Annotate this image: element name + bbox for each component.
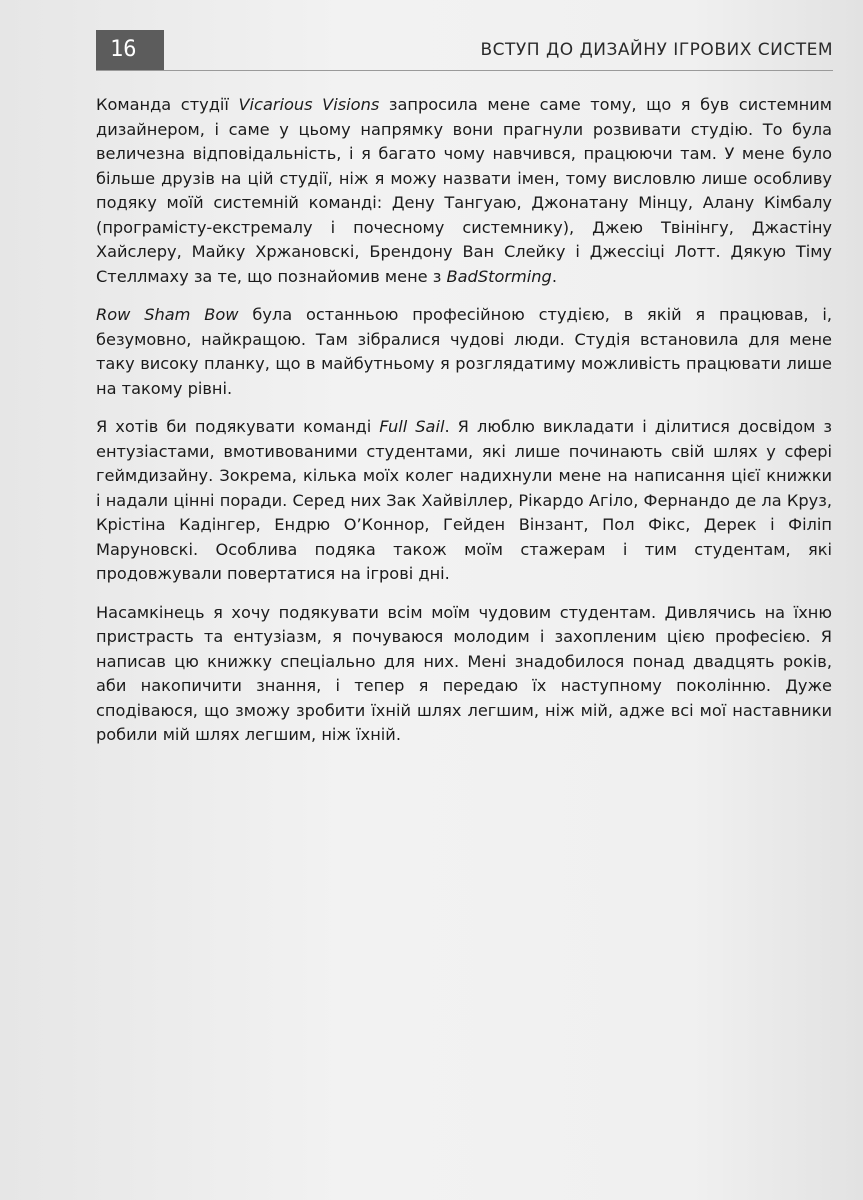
italic-title: Full Sail bbox=[379, 417, 445, 436]
text-run: Я хотів би подякувати команді bbox=[96, 417, 380, 436]
page-header bbox=[96, 30, 833, 71]
text-run: Команда студії bbox=[96, 95, 239, 114]
running-title: ВСТУП ДО ДИЗАЙНУ ІГРОВИХ СИСТЕМ bbox=[480, 40, 833, 60]
paragraph bbox=[96, 415, 832, 587]
body-text bbox=[96, 93, 832, 762]
paragraph bbox=[96, 303, 832, 401]
italic-title: Row Sham Bow bbox=[96, 305, 239, 324]
italic-title: BadStorming bbox=[446, 266, 552, 286]
text-run: була останньою професійною студією, в якій я працював, і, безумовно, найкращою. Там зібралися чудові люди. Студія встановила для мене таку високу планку, що в майбутньому я розглядатиму можливість працювати лише на такому рівні. bbox=[96, 305, 833, 398]
text-run: запросила мене саме тому, що я був системним дизайнером, і саме у цьому напрямку вони прагнули розвивати студію. То була величезна відповідальність, і я багато чому навчився, працюючи там. У мене було більше друзів на цій студії, ніж я можу назвати імен, тому висловлю лише особливу подяку моїй системній команді: Дену Тангуаю, Джонатану Мінцу, Алану Кімбалу (програмісту-екстремалу і почесному системнику), Джею Твінінгу, Джастіну Хайслеру, Майку Хржановскі, Брендону Ван Слейку і Джессіці Лотт. Дякую Тіму Стеллмаху за те, що познайомив мене з bbox=[96, 95, 832, 286]
page-number: 16 bbox=[96, 30, 164, 70]
text-run: . bbox=[551, 266, 557, 286]
paragraph bbox=[96, 93, 832, 289]
text-run: . Я люблю викладати і ділитися досвідом з ентузіастами, вмотивованими студентами, які лише починають свій шлях у сфері геймдизайну. Зокрема, кілька моїх колег надихнули мене на написання цієї книжки і надали цінні поради. Серед них Зак Хайвіллер, Рікардо Агіло, Фернандо де ла Круз, Крістіна Кадінгер, Ендрю О’Коннор, Гейден Вінзант, Пол Фікс, Дерек і Філіп Маруновскі. Особлива подяка також моїм стажерам і тим студентам, які продовжували повертатися на ігрові дні. bbox=[96, 417, 832, 583]
italic-title: Vicarious Visions bbox=[238, 95, 380, 114]
text-run: Насамкінець я хочу подякувати всім моїм чудовим студентам. Дивлячись на їхню пристрасть та ентузіазм, я почуваюся молодим і захопленим цією професією. Я написав цю книжку спеціально для них. Мені знадобилося понад двадцять років, аби накопичити знання, і тепер я передаю їх наступному поколінню. Дуже сподіваюся, що зможу зробити їхній шлях легшим, ніж мій, адже всі мої наставники робили мій шлях легшим, ніж їхній. bbox=[96, 602, 832, 744]
paragraph bbox=[96, 601, 832, 748]
